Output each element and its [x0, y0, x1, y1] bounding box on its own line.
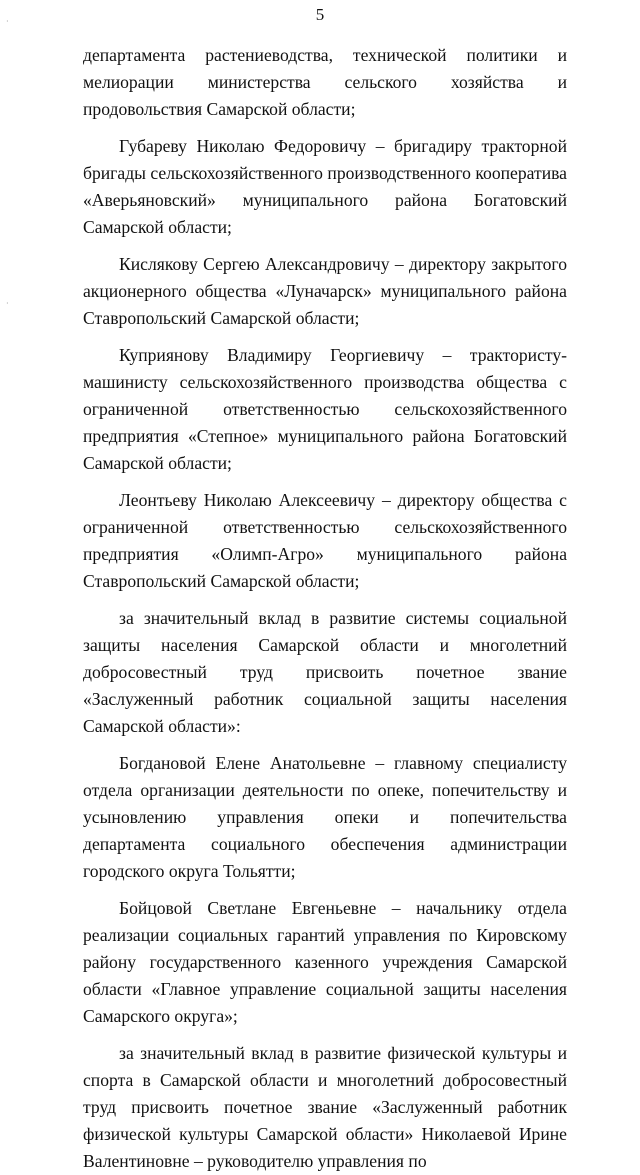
paragraph-kislyakov: Кислякову Сергею Александровичу – директору закрытого акционерного общества «Луначарск» муниципального района Ставропольский Самарской области; [83, 254, 567, 328]
paragraph-gubarev: Губареву Николаю Федоровичу – бригадиру тракторной бригады сельскохозяйственного производственного кооператива «Аверьяновский» муниципального района Богатовский Самарской области; [83, 136, 567, 237]
paragraph-bogdanova: Богдановой Елене Анатольевне – главному специалисту отдела организации деятельности по опеке, попечительству и усыновлению управления опеки и попечительства департамента социального обеспечения администрации городского округа Тольятти; [83, 753, 567, 881]
margin-mark: · [6, 17, 9, 26]
paragraph-physical-culture-award: за значительный вклад в развитие физической культуры и спорта в Самарской области и многолетний добросовестный труд присвоить почетное звание «Заслуженный работник физической культуры Самарской области» Николаевой Ирине Валентиновне – руководителю управления по [83, 1043, 567, 1171]
margin-mark: · [6, 299, 9, 308]
paragraph-social-protection-award: за значительный вклад в развитие системы социальной защиты населения Самарской области и многолетний добросовестный труд присвоить почетное звание «Заслуженный работник социальной защиты населения Самарской области»: [83, 608, 567, 736]
page-number: 5 [315, 5, 325, 24]
document-body [83, 42, 567, 1175]
paragraph-continuation: департамента растениеводства, технической политики и мелиорации министерства сельского хозяйства и продовольствия Самарской области; [83, 45, 567, 119]
paragraph-leontyev: Леонтьеву Николаю Алексеевичу – директору общества с ограниченной ответственностью сельскохозяйственного предприятия «Олимп-Агро» муниципального района Ставропольский Самарской области; [83, 490, 567, 591]
paragraph-kupriyanov: Куприянову Владимиру Георгиевичу – трактористу-машинисту сельскохозяйственного производства общества с ограниченной ответственностью сельскохозяйственного предприятия «Степное» муниципального района Богатовский Самарской области; [83, 345, 567, 473]
paragraph-boytsova: Бойцовой Светлане Евгеньевне – начальнику отдела реализации социальных гарантий управления по Кировскому району государственного казенного учреждения Самарской области «Главное управление социальной защиты населения Самарского округа»; [83, 898, 567, 1026]
